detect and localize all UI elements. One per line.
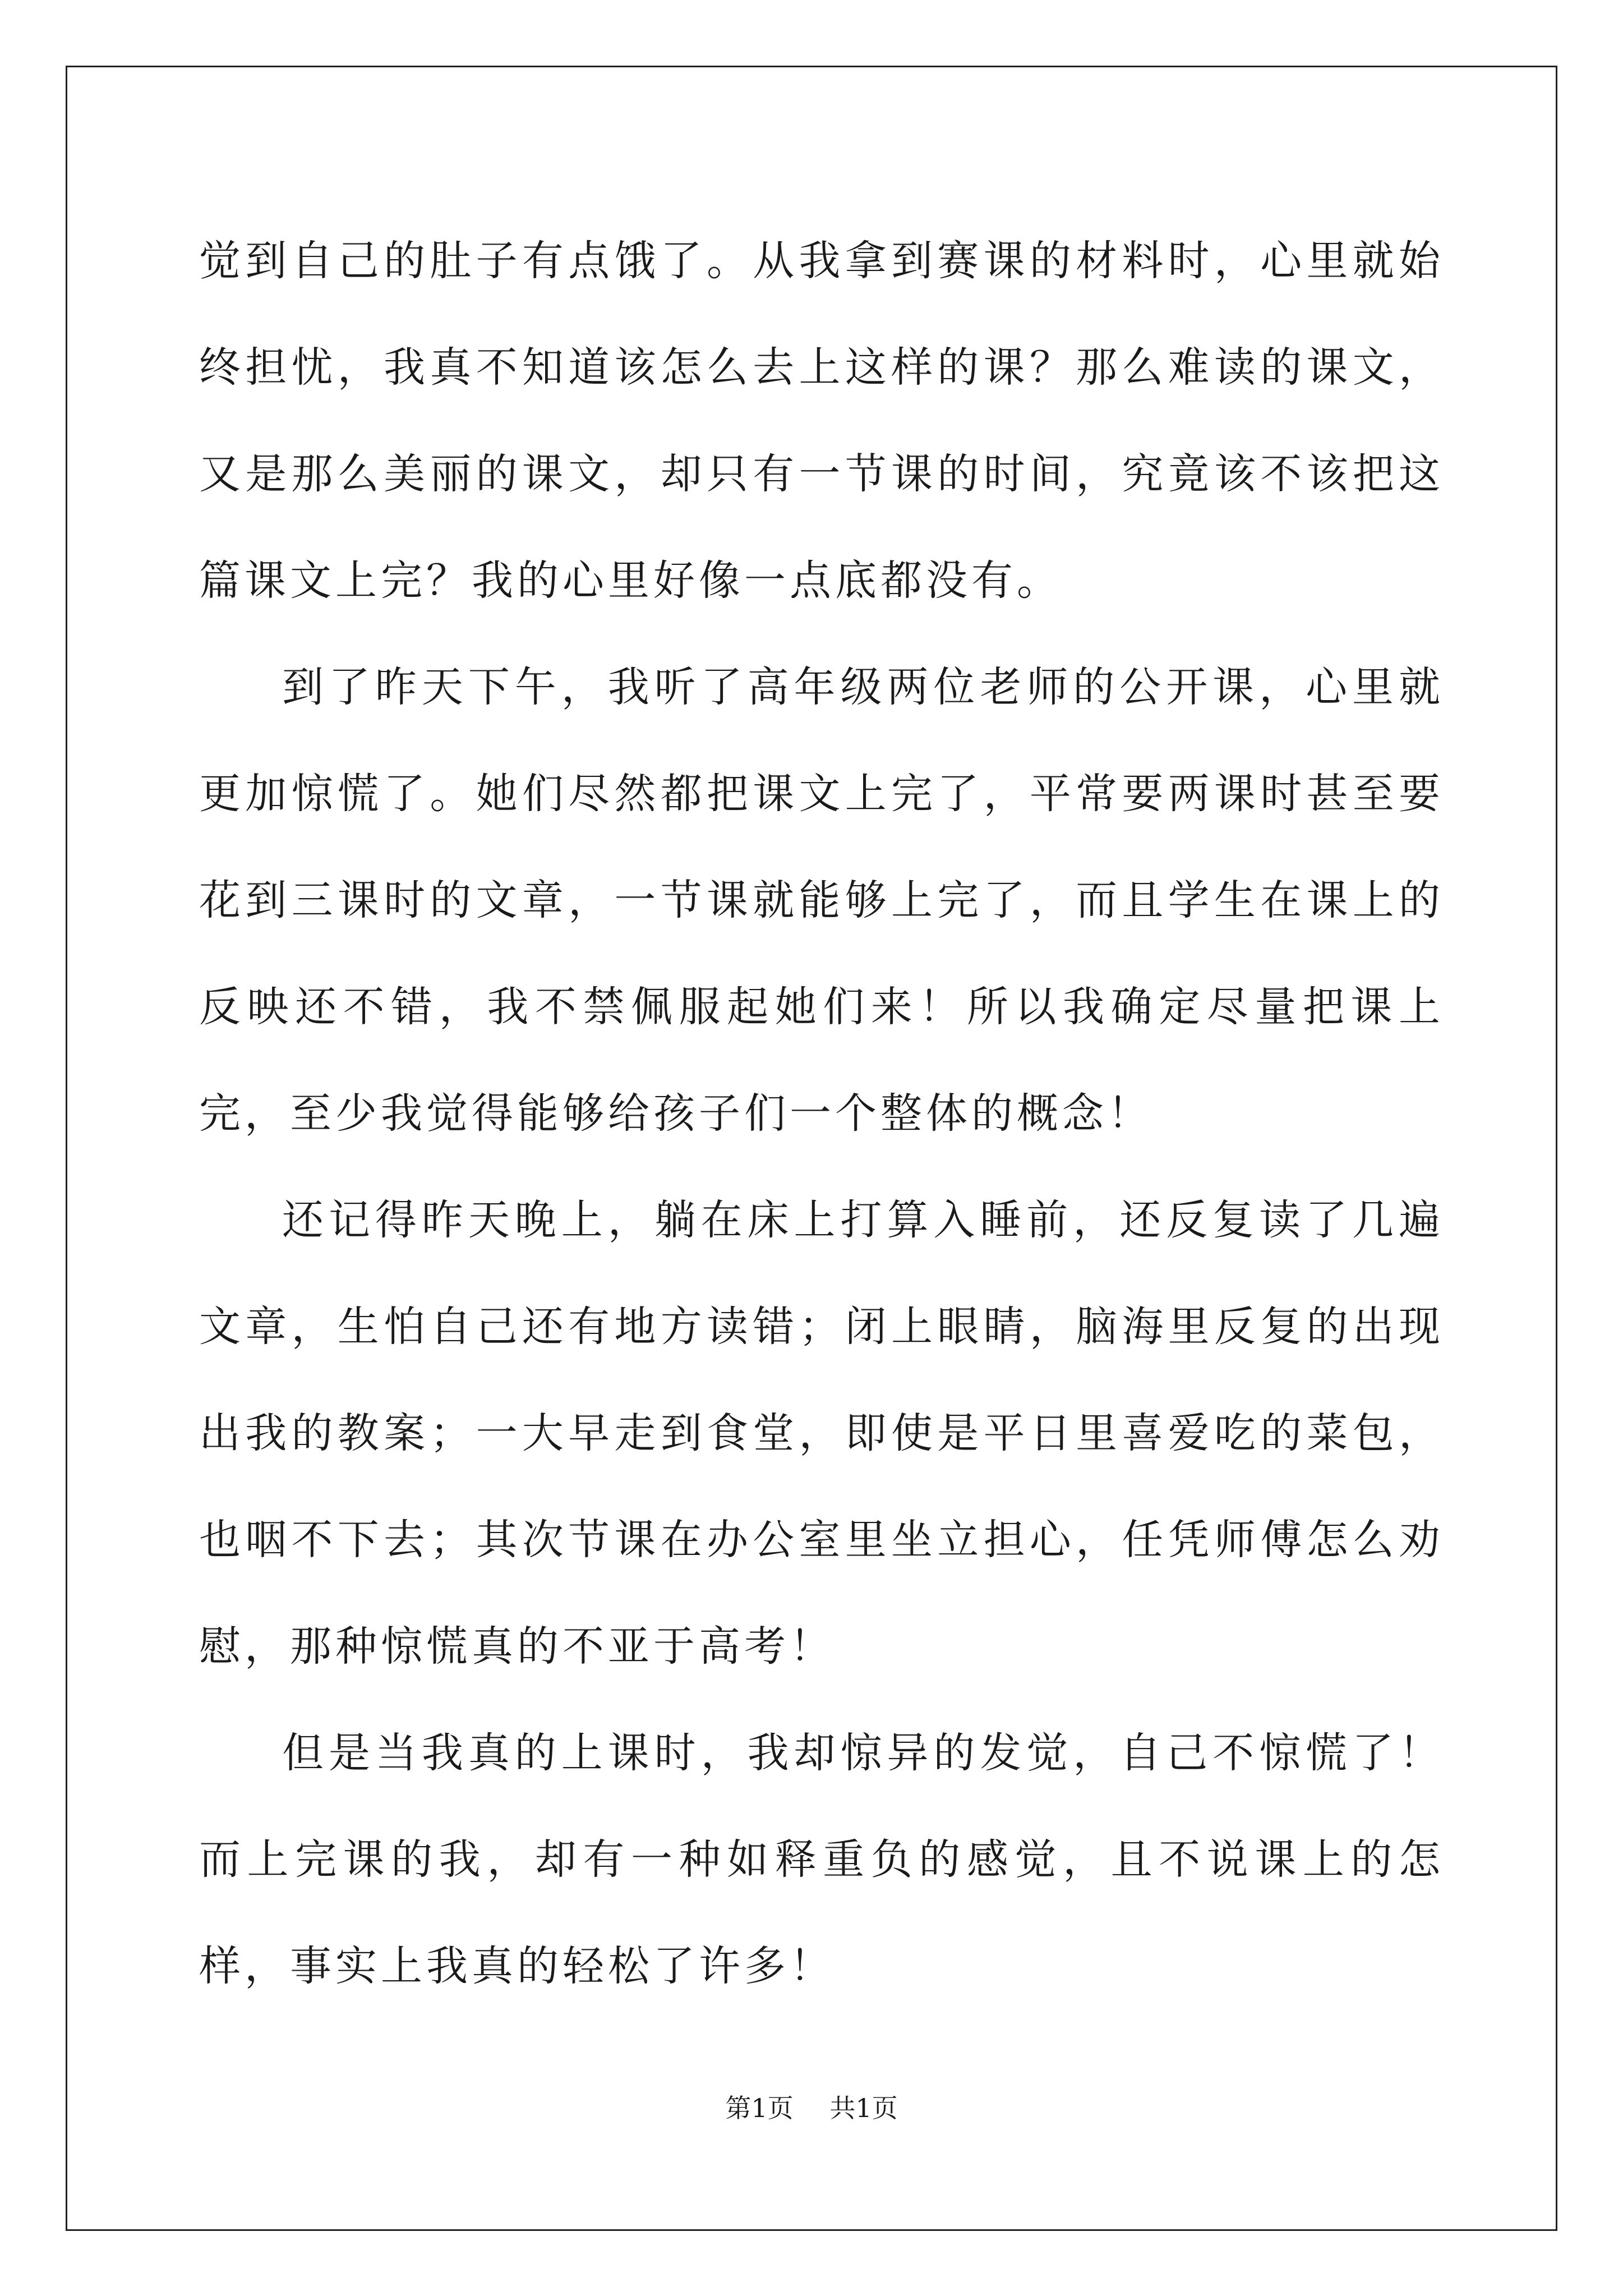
page-total: 共1页	[829, 2093, 898, 2123]
paragraph-2: 到了昨天下午，我听了高年级两位老师的公开课，心里就更加惊慌了。她们尽然都把课文上完了，平常要两课时甚至要花到三课时的文章，一节课就能够上完了，而且学生在课上的反映还不错，我不禁佩服起她们来！所以我确定尽量把课上完，至少我觉得能够给孩子们一个整体的概念！	[199, 663, 1444, 1138]
document-body	[199, 208, 1444, 2019]
paragraph-1: 觉到自己的肚子有点饿了。从我拿到赛课的材料时，心里就始终担忧，我真不知道该怎么去上这样的课？那么难读的课文，又是那么美丽的课文，却只有一节课的时间，究竟该不该把这篇课文上完？我的心里好像一点底都没有。	[199, 237, 1444, 605]
page-footer	[0, 2091, 1623, 2125]
paragraph-3: 还记得昨天晚上，躺在床上打算入睡前，还反复读了几遍文章，生怕自己还有地方读错；闭上眼睛，脑海里反复的出现出我的教案；一大早走到食堂，即使是平日里喜爱吃的菜包，也咽不下去；其次节课在办公室里坐立担心，任凭师傅怎么劝慰，那种惊慌真的不亚于高考！	[199, 1196, 1444, 1671]
page-number: 第1页	[725, 2093, 794, 2123]
paragraph-4: 但是当我真的上课时，我却惊异的发觉，自己不惊慌了！而上完课的我，却有一种如释重负的感觉，且不说课上的怎样，事实上我真的轻松了许多！	[199, 1729, 1444, 1990]
